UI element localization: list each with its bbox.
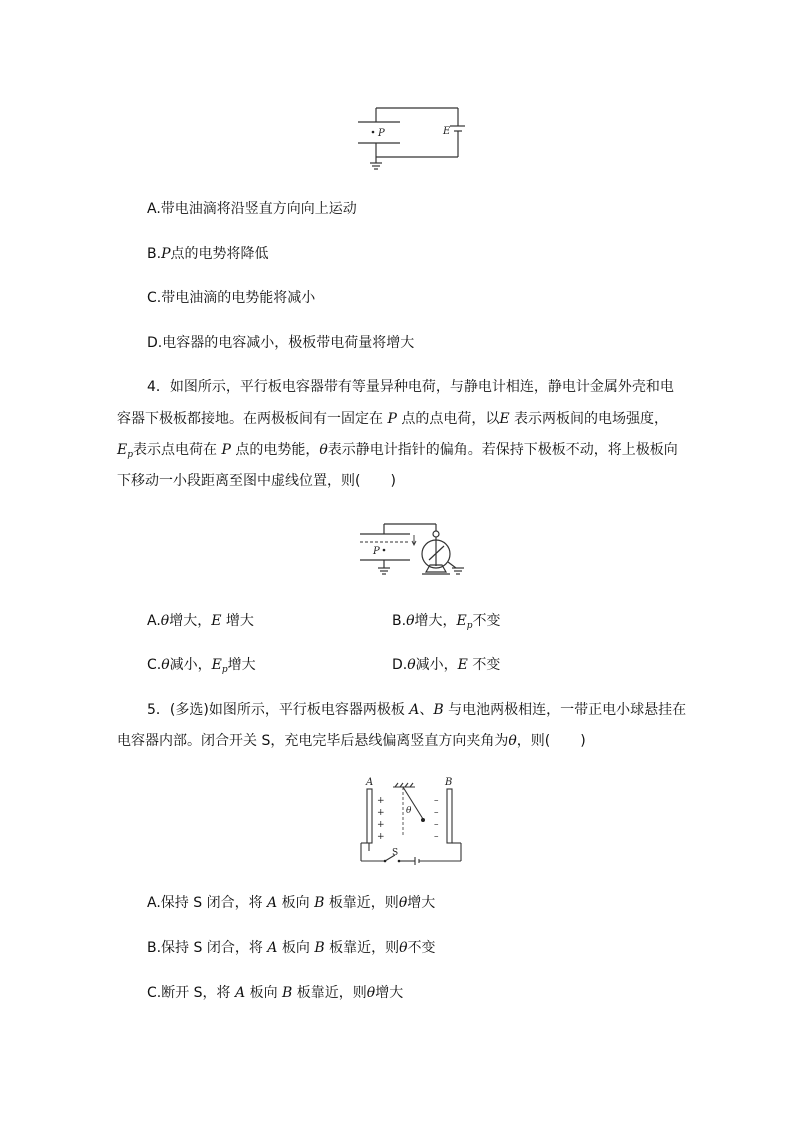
label-e: E bbox=[443, 126, 451, 137]
q5-stem-line-2: 电容器内部。闭合开关 S，充电完毕后悬线偏离竖直方向夹角为θ，则( ) bbox=[117, 733, 586, 749]
label-a: A bbox=[366, 777, 374, 788]
q4-option-c: C.θ减小，$E_p$增大 bbox=[147, 657, 256, 675]
q4-stem-line-3: $E_p$表示点电荷在 P 点的电势能，θ表示静电计指针的偏角。若保持下极板不动，将上极板向 bbox=[117, 442, 678, 460]
plus-sign: + bbox=[377, 796, 385, 806]
q4-stem-line-2: 容器下极板都接地。在两极板间有一固定在 P 点的点电荷，以E 表示两板间的电场强度， bbox=[117, 411, 669, 427]
plus-sign: + bbox=[377, 820, 385, 830]
figure-capacitor-battery bbox=[350, 100, 465, 172]
label-s: S bbox=[392, 848, 399, 858]
figure-pendulum-capacitor bbox=[355, 775, 467, 867]
q3-option-c: C.带电油滴的电势能将减小 bbox=[147, 290, 316, 306]
plus-sign: + bbox=[377, 808, 385, 818]
minus-sign: – bbox=[434, 796, 439, 806]
q5-option-b: B.保持 S 闭合，将 A 板向 B 板靠近，则θ不变 bbox=[147, 940, 436, 956]
q5-option-c: C.断开 S，将 A 板向 B 板靠近，则θ增大 bbox=[147, 985, 404, 1001]
q5-stem-line-1: 5．(多选)如图所示，平行板电容器两极板 A、B 与电池两极相连，一带正电小球悬挂在 bbox=[147, 702, 687, 718]
q4-option-b: B.θ增大，$E_p$不变 bbox=[392, 613, 501, 631]
label-p: P bbox=[378, 128, 385, 139]
plus-sign: + bbox=[377, 832, 385, 842]
label-p: P bbox=[373, 546, 380, 557]
q3-option-d: D.电容器的电容减小，极板带电荷量将增大 bbox=[147, 335, 415, 351]
q4-stem-line-1: 4．如图所示，平行板电容器带有等量异种电荷，与静电计相连，静电计金属外壳和电 bbox=[147, 379, 674, 395]
q3-option-a: A.带电油滴将沿竖直方向向上运动 bbox=[147, 201, 357, 217]
label-b: B bbox=[445, 777, 453, 788]
q4-option-a: A.θ增大，E 增大 bbox=[147, 613, 254, 629]
q4-option-d: D.θ减小，E 不变 bbox=[392, 657, 501, 673]
minus-sign: – bbox=[434, 832, 439, 842]
q5-option-a: A.保持 S 闭合，将 A 板向 B 板靠近，则θ增大 bbox=[147, 895, 436, 911]
q3-option-b: B.P点的电势将降低 bbox=[147, 246, 269, 262]
figure-capacitor-electroscope bbox=[352, 518, 472, 584]
minus-sign: – bbox=[434, 808, 439, 818]
q4-stem-line-4: 下移动一小段距离至图中虚线位置，则( ) bbox=[117, 473, 396, 489]
label-theta: θ bbox=[406, 806, 412, 816]
minus-sign: – bbox=[434, 820, 439, 830]
